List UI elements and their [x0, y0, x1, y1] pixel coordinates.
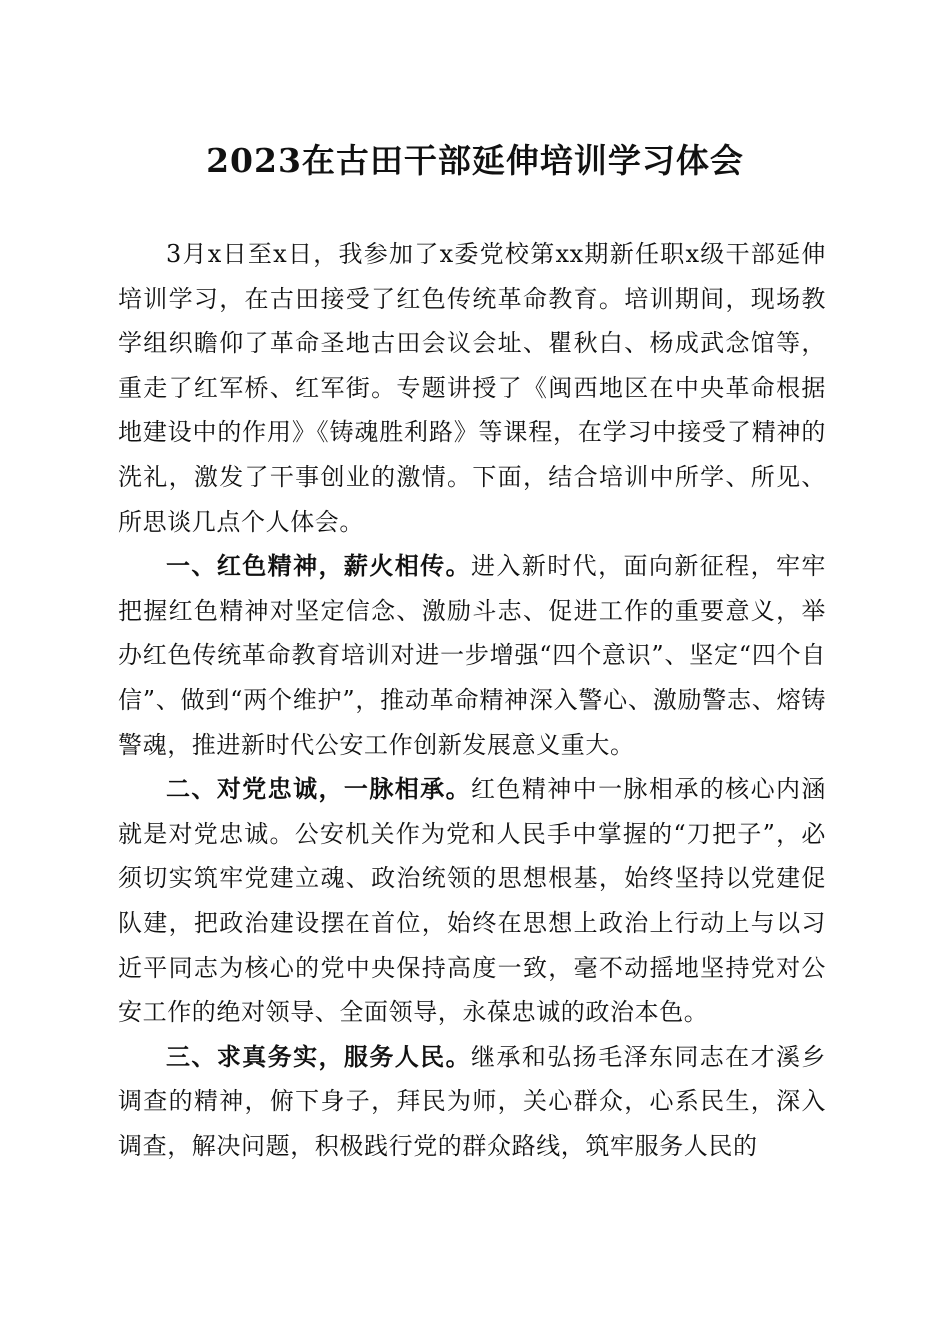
- document-body: [118, 232, 826, 1168]
- section-paragraph-3: [118, 1035, 826, 1169]
- section-heading-1: 一、红色精神，薪火相传。: [166, 552, 471, 581]
- section-heading-2: 二、对党忠诚，一脉相承。: [166, 775, 471, 804]
- section-paragraph-2: [118, 767, 826, 1035]
- intro-paragraph: 3月x日至x日，我参加了x委党校第xx期新任职x级干部延伸培训学习，在古田接受了红色传统革命教育。培训期间，现场教学组织瞻仰了革命圣地古田会议会址、瞿秋白、杨成武念馆等，重走了红军桥、红军街。专题讲授了《闽西地区在中央革命根据地建设中的作用》《铸魂胜利路》等课程，在学习中接受了精神的洗礼，激发了干事创业的激情。下面，结合培训中所学、所见、所思谈几点个人体会。: [118, 240, 826, 536]
- section-text-3: 继承和弘扬毛泽东同志在才溪乡调查的精神，俯下身子，拜民为师，关心群众，心系民生，深入调查，解决问题，积极践行党的群众路线，筑牢服务人民的: [118, 1042, 827, 1160]
- section-heading-3: 三、求真务实，服务人民。: [166, 1042, 471, 1071]
- section-text-1: 进入新时代，面向新征程，牢牢把握红色精神对坚定信念、激励斗志、促进工作的重要意义，举办红色传统革命教育培训对进一步增强“四个意识”、坚定“四个自信”、做到“两个维护”，推动革命精神深入警心、激励警志、熔铸警魂，推进新时代公安工作创新发展意义重大。: [118, 552, 827, 759]
- document-title: 2023在古田干部延伸培训学习体会: [206, 141, 744, 180]
- section-text-2: 红色精神中一脉相承的核心内涵就是对党忠诚。公安机关作为党和人民手中掌握的“刀把子”，必须切实筑牢党建立魂、政治统领的思想根基，始终坚持以党建促队建，把政治建设摆在首位，始终在思想上政治上行动上与以习近平同志为核心的党中央保持高度一致，毫不动摇地坚持党对公安工作的绝对领导、全面领导，永葆忠诚的政治本色。: [118, 775, 827, 1027]
- section-paragraph-1: [118, 544, 826, 767]
